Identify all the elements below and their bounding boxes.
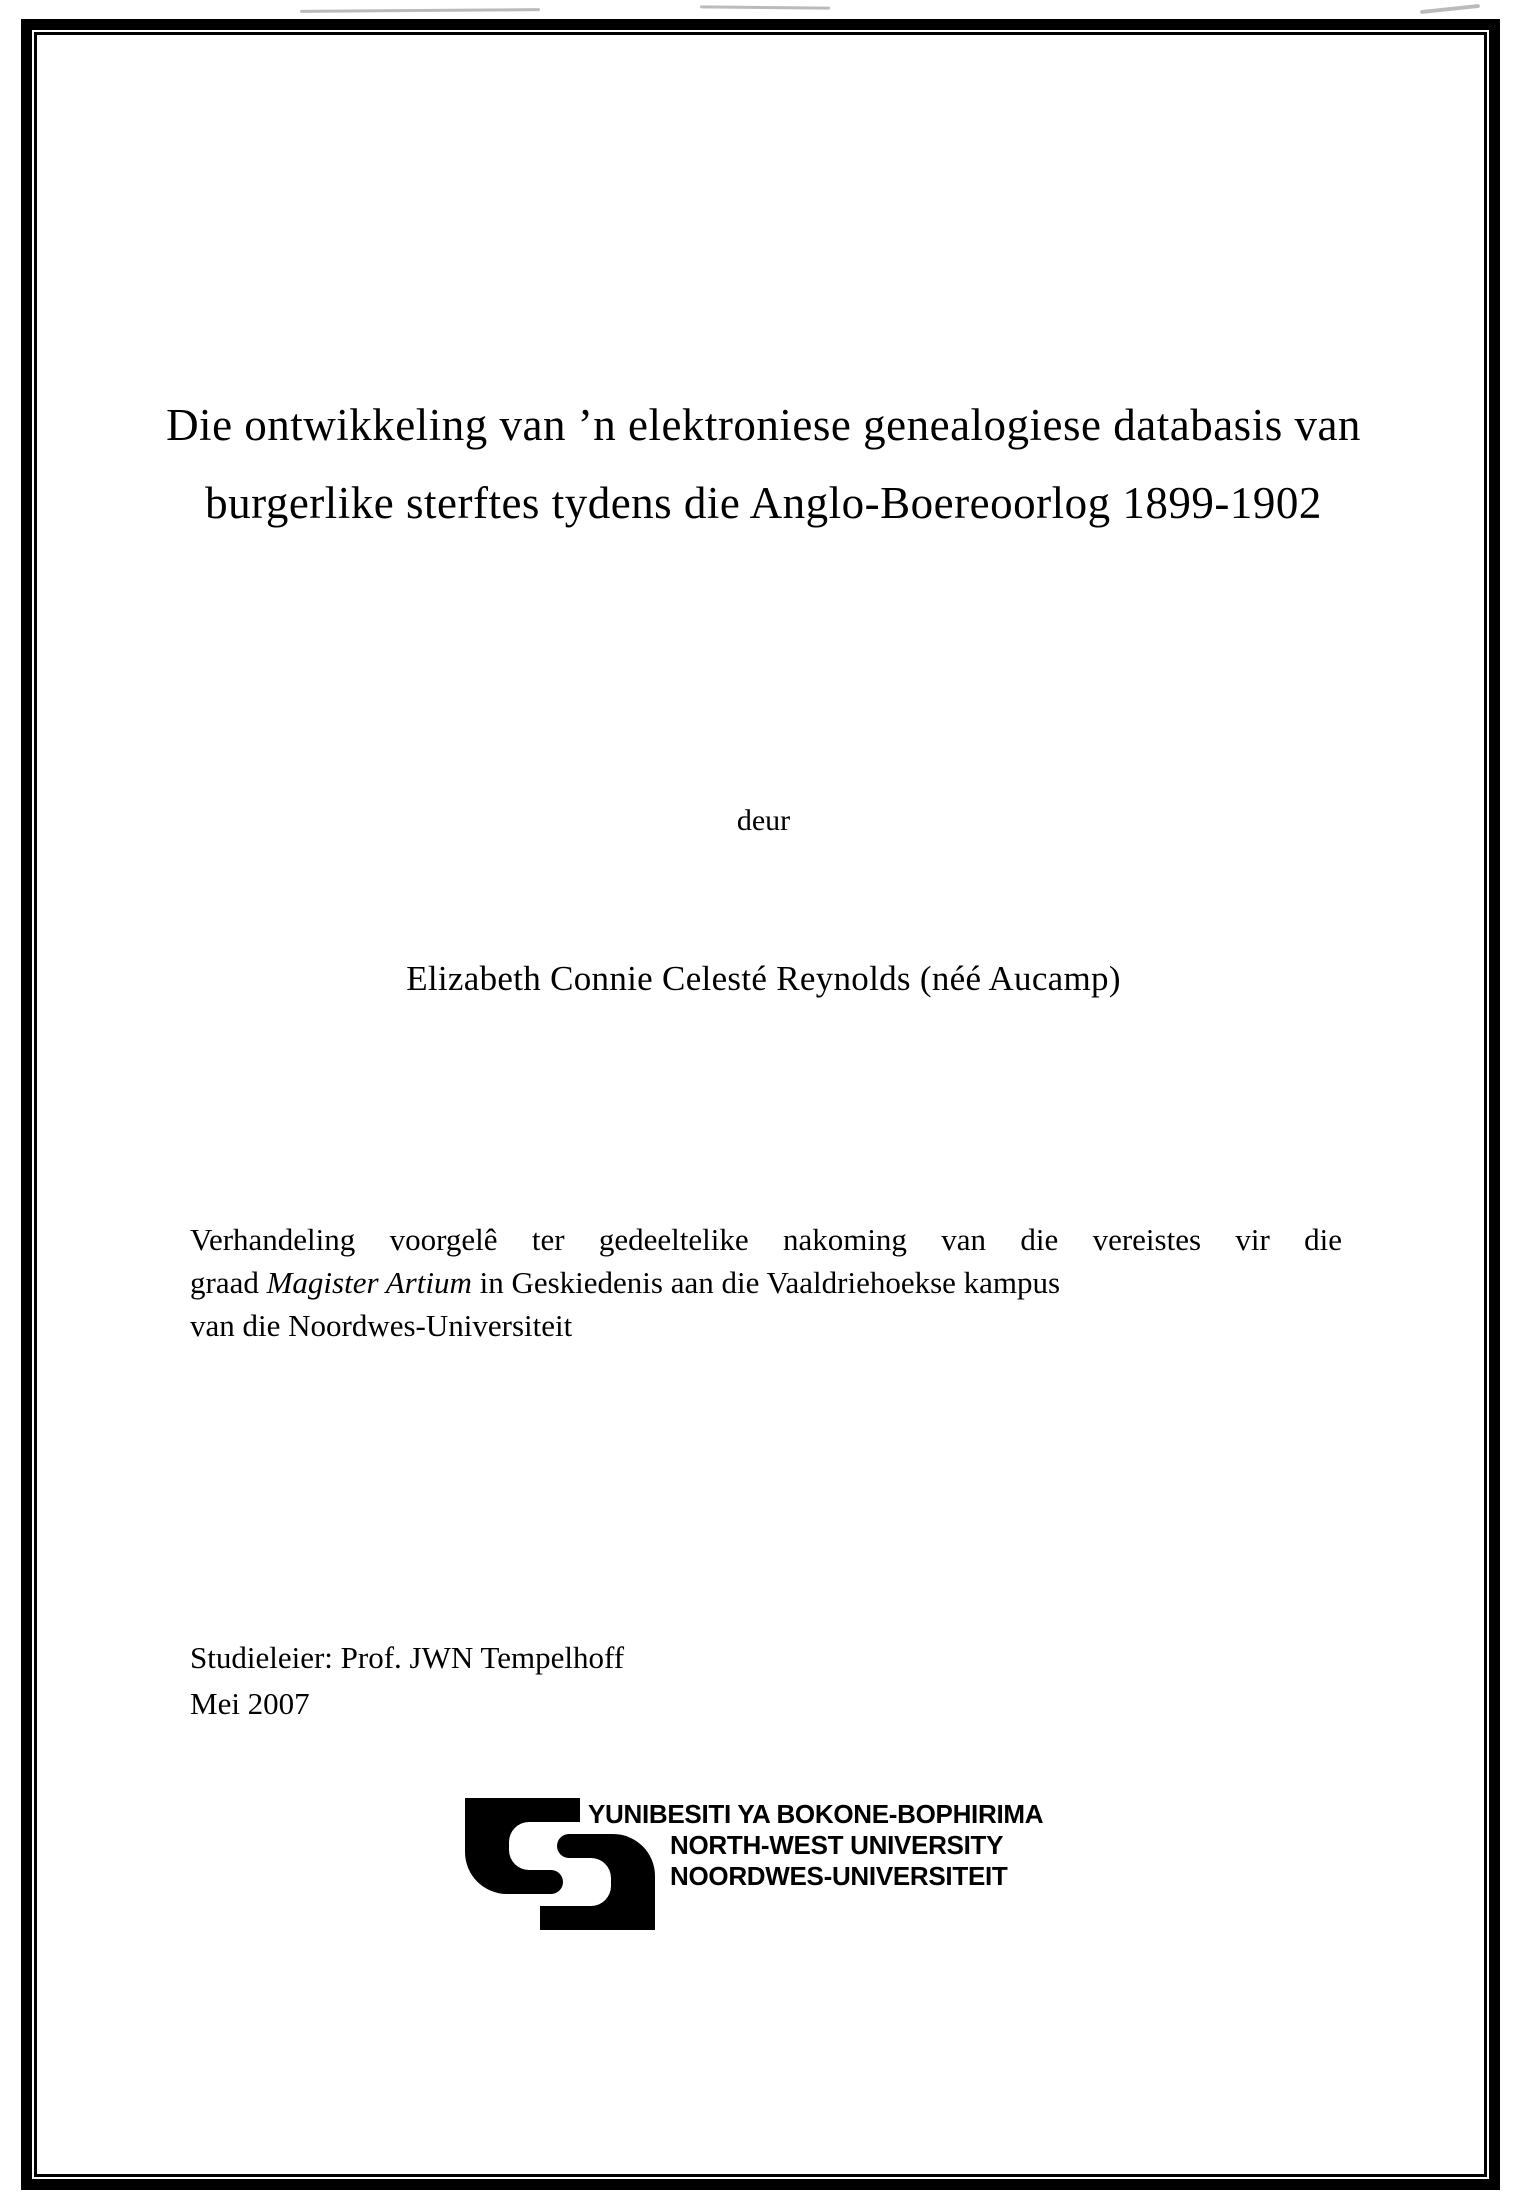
statement-line-2-prefix: graad xyxy=(190,1265,267,1300)
byline: deur xyxy=(736,804,791,837)
statement-line-3: van die Noordwes-Universiteit xyxy=(190,1308,573,1343)
statement-line-1: Verhandeling voorgelê ter gedeeltelike nakoming van die vereistes vir die xyxy=(190,1222,1342,1257)
logo-line-2: NORTH-WEST UNIVERSITY xyxy=(670,1830,1004,1860)
degree-statement xyxy=(190,1218,1342,1347)
statement-line-2 xyxy=(190,1261,1342,1304)
degree-name: Magister Artium xyxy=(266,1265,472,1300)
statement-line-2-suffix: in Geskiedenis aan die Vaaldriehoekse kampus xyxy=(471,1265,1061,1300)
scan-artifact xyxy=(300,8,540,13)
scan-artifact xyxy=(1420,4,1480,14)
title-line-1: Die ontwikkeling van ’n elektroniese genealogiese databasis van xyxy=(166,400,1361,450)
scan-artifact xyxy=(700,5,830,9)
title-line-2: burgerlike sterftes tydens die Anglo-Boereoorlog 1899-1902 xyxy=(205,478,1322,528)
nwu-logo-text xyxy=(588,1799,1043,1892)
author-name: Elizabeth Connie Celesté Reynolds (néé Aucamp) xyxy=(406,959,1121,998)
date-line: Mei 2007 xyxy=(190,1686,310,1721)
logo-line-1: YUNIBESITI YA BOKONE-BOPHIRIMA xyxy=(588,1799,1044,1829)
logo-line-3: NOORDWES-UNIVERSITEIT xyxy=(670,1861,1008,1891)
supervisor-line: Studieleier: Prof. JWN Tempelhoff xyxy=(190,1640,625,1675)
supervisor-block xyxy=(190,1635,624,1727)
thesis-title xyxy=(60,386,1467,542)
